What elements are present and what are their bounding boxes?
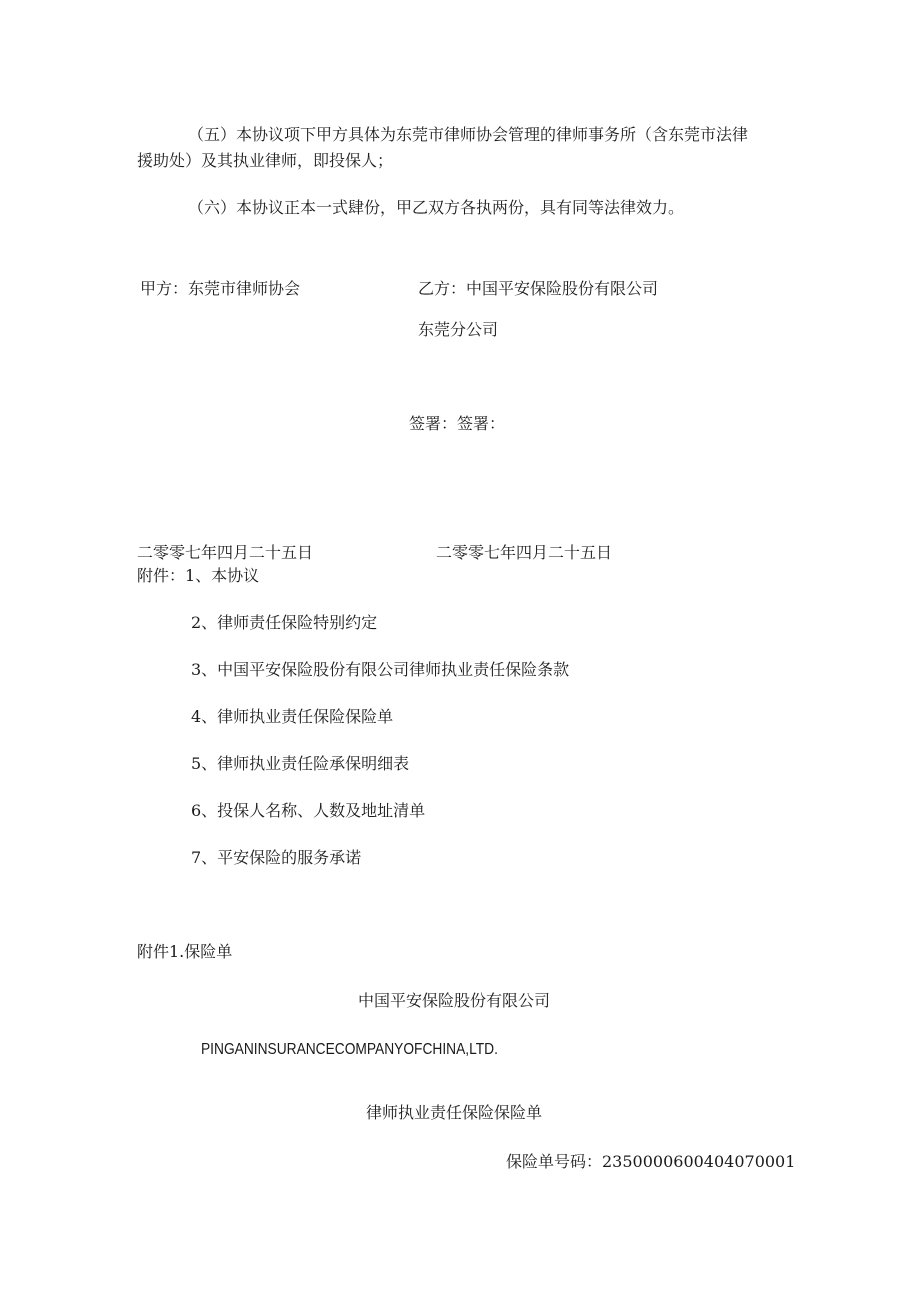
party-b-name: 乙方：中国平安保险股份有限公司: [418, 279, 659, 298]
attachment-item: 3、中国平安保险股份有限公司律师执业责任保险条款: [191, 660, 570, 679]
company-name-english: PINGANINSURANCECOMPANYOFCHINA,LTD.: [201, 1041, 498, 1058]
policy-title: 律师执业责任保险保险单: [366, 1103, 543, 1122]
clause-6: （六）本协议正本一式肆份，甲乙双方各执两份，具有同等法律效力。: [188, 198, 685, 217]
attachment-item: 4、律师执业责任保险保险单: [191, 707, 394, 726]
clause-5-line-2: 援助处）及其执业律师，即投保人；: [137, 151, 394, 170]
party-a-date: 二零零七年四月二十五日: [137, 543, 314, 562]
company-name-chinese: 中国平安保险股份有限公司: [358, 991, 551, 1010]
attachment-item: 5、律师执业责任险承保明细表: [191, 754, 410, 773]
party-b-branch: 东莞分公司: [418, 320, 499, 339]
policy-number: 保险单号码：2350000600404070001: [506, 1152, 796, 1171]
attachment-item: 6、投保人名称、人数及地址清单: [191, 801, 426, 820]
attachments-heading: 附件：1、本协议: [137, 566, 260, 585]
party-a-name: 甲方：东莞市律师协会: [140, 279, 301, 298]
party-b-date: 二零零七年四月二十五日: [436, 543, 613, 562]
policy-attachment-label: 附件1.保险单: [137, 942, 233, 961]
attachment-item: 2、律师责任保险特别约定: [191, 613, 378, 632]
attachment-item: 7、平安保险的服务承诺: [191, 848, 362, 867]
signature-line: 签署：签署：: [409, 414, 506, 433]
clause-5-line-1: （五）本协议项下甲方具体为东莞市律师协会管理的律师事务所（含东莞市法律: [188, 125, 749, 144]
